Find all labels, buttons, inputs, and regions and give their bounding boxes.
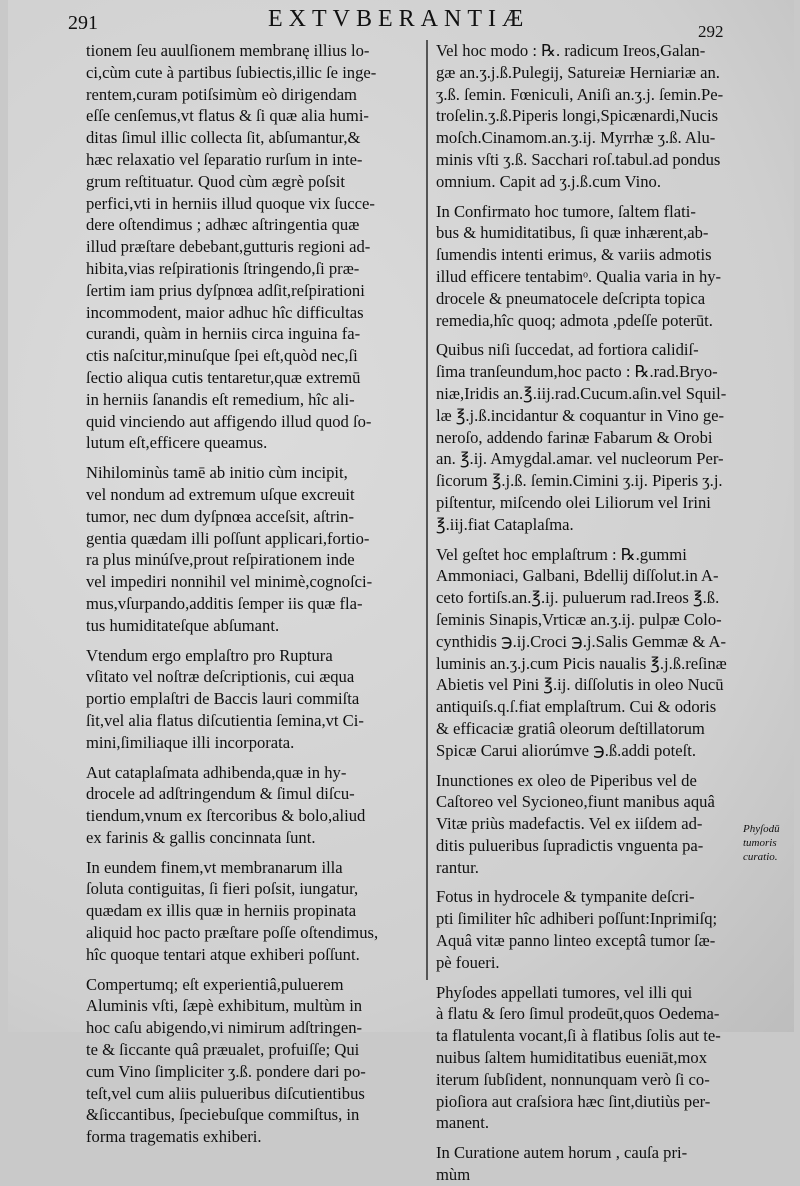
text-line: ſectio aliqua cutis tentaretur,quæ extremū bbox=[86, 367, 361, 387]
text-line: Ammoniaci, Galbani, Bdellij diſſolut.in A- bbox=[436, 566, 719, 586]
text-line: cynthidis ℈.ij.Croci ℈.j.Salis Gemmæ & A- bbox=[436, 631, 727, 651]
text-line: vſitato vel noſtræ deſcriptionis, cui æqua bbox=[86, 667, 355, 687]
text-line: Nihilominùs tamē ab initio cùm incipit, bbox=[86, 463, 348, 483]
text-line: ʒ.ß. ſemin. Fœniculi, Aniſi an.ʒ.j. ſemin.Pe- bbox=[436, 84, 724, 104]
text-line: à flatu & ſero ſimul prodeūt,quos Oedema- bbox=[436, 1004, 720, 1024]
paragraph bbox=[436, 886, 756, 973]
text-line: omnium. Capit ad ʒ.j.ß.cum Vino. bbox=[436, 171, 661, 191]
text-line: tus humiditateſque abſumant. bbox=[86, 615, 280, 635]
text-line: dere oſtendimus ; adhæc aſtringentia quæ bbox=[86, 215, 360, 235]
text-line: Vel hoc modo : ℞. radicum Ireos,Galan- bbox=[436, 41, 706, 60]
margin-note bbox=[743, 822, 798, 864]
text-line: Fotus in hydrocele & tympanite deſcri- bbox=[436, 887, 695, 907]
text-line: portio emplaſtri de Baccis lauri commiſta bbox=[86, 689, 360, 709]
text-line: quædam ex illis quæ in herniis propinata bbox=[86, 901, 357, 921]
text-line: Aluminis vſti, ſæpè exhibitum, multùm in bbox=[86, 996, 363, 1016]
text-line: ci,cùm cute à partibus ſubiectis,illic ſe inge- bbox=[86, 62, 377, 82]
text-line: remedia,hîc quoq; admota ,pdeſſe poterūt. bbox=[436, 310, 713, 330]
text-line: tionem ſeu auulſionem membranę illius lo- bbox=[86, 41, 370, 60]
text-line: niæ,Iridis an.℥.iij.rad.Cucum.aſin.vel Squil- bbox=[436, 383, 727, 403]
text-line: antiquiſs.q.ſ.fiat emplaſtrum. Cui & odoris bbox=[436, 697, 717, 717]
text-line: ſumendis intenti erimus, & variis admotis bbox=[436, 245, 712, 265]
text-line: iterum ſubſident, nonnunquam verò ſi co- bbox=[436, 1069, 710, 1089]
text-line: Compertumq; eſt experientiâ,puluerem bbox=[86, 974, 344, 994]
text-line: cum Vino ſimpliciter ʒ.ß. pondere dari po- bbox=[86, 1061, 366, 1081]
text-line: moſch.Cinamom.an.ʒ.ij. Myrrhæ ʒ.ß. Alu- bbox=[436, 128, 716, 148]
text-line: Vel geſtet hoc emplaſtrum : ℞.gummi bbox=[436, 544, 687, 564]
text-line: in herniis ſanandis eſt remedium, hîc ali- bbox=[86, 389, 355, 409]
paragraph bbox=[436, 770, 756, 879]
text-line: drocele & pneumatocele deſcripta topica bbox=[436, 288, 706, 308]
text-line: rentem,curam potiſsimùm eò dirigendam bbox=[86, 84, 357, 104]
text-line: ra plus minúſve,prout reſpirationem inde bbox=[86, 550, 355, 570]
text-line: illud efficere tentabimᵒ. Qualia varia in hy- bbox=[436, 266, 722, 286]
text-line: Vitæ priùs madefactis. Vel ex iiſdem ad- bbox=[436, 814, 703, 834]
text-line: ditas ſimul illic collecta ſit, abſumantur,& bbox=[86, 128, 361, 148]
text-line: ℥.iij.fiat Cataplaſma. bbox=[436, 514, 574, 534]
text-line: mus,vſurpando,additis ſemper iis quæ fla- bbox=[86, 593, 363, 613]
text-line: lutum eſt,efficere queamus. bbox=[86, 433, 268, 453]
text-line: ſertim iam prius dyſpnœa adſit,reſpirationi bbox=[86, 280, 365, 300]
text-line: manent. bbox=[436, 1113, 489, 1133]
text-line: grum reſtituatur. Quod cùm ægrè poſsit bbox=[86, 171, 346, 191]
text-line: Spicæ Carui aliorúmve ℈.ß.addi poteſt. bbox=[436, 740, 696, 760]
text-line: ceto fortiſs.an.℥.ij. puluerum rad.Ireos ℥.ß. bbox=[436, 588, 720, 608]
text-line: mini,ſimiliaque illi incorporata. bbox=[86, 732, 295, 752]
text-line: drocele ad adſtringendum & ſimul diſcu- bbox=[86, 784, 355, 804]
text-line: &ſiccantibus, ſpeciebuſque commiſtus, in bbox=[86, 1105, 360, 1125]
text-line: Quibus niſi ſuccedat, ad fortiora calidiſ- bbox=[436, 340, 699, 360]
paragraph bbox=[436, 40, 756, 193]
text-line: tiendum,vnum ex ſtercoribus & bolo,aliud bbox=[86, 806, 366, 826]
paragraph bbox=[436, 201, 756, 332]
text-line: In eundem finem,vt membranarum illa bbox=[86, 857, 343, 877]
text-line: gæ an.ʒ.j.ß.Pulegij, Satureiæ Herniariæ an. bbox=[436, 62, 720, 82]
column-divider bbox=[426, 40, 428, 980]
text-line: nuibus ſaltem humiditatibus eueniāt,mox bbox=[436, 1048, 707, 1068]
text-line: Caſtoreo vel Sycioneo,fiunt manibus aquâ bbox=[436, 792, 715, 812]
text-line: Abietis vel Pini ℥.ij. diſſolutis in oleo Nucū bbox=[436, 675, 724, 695]
paragraph bbox=[436, 544, 756, 762]
paragraph bbox=[86, 462, 418, 636]
text-line: vel nondum ad extremum uſque excreuit bbox=[86, 484, 355, 504]
text-line: mùm bbox=[436, 1165, 471, 1185]
text-line: teſt,vel cum aliis pulueribus diſcutientibus bbox=[86, 1083, 365, 1103]
text-line: piſtentur, miſcendo olei Liliorum vel Irini bbox=[436, 492, 711, 512]
right-text-column bbox=[436, 40, 756, 1186]
margin-note-line: curatio. bbox=[743, 851, 778, 863]
text-line: perfici,vti in herniis illud quoque vix ſucce- bbox=[86, 193, 375, 213]
paragraph bbox=[86, 40, 418, 454]
text-line: vel impediri nonnihil vel minimè,cognoſci- bbox=[86, 572, 373, 592]
text-line: ſeminis Sinapis,Vrticæ an.ʒ.ij. pulpæ Colo- bbox=[436, 609, 722, 629]
margin-note-line: Phyſodū bbox=[743, 823, 780, 835]
text-line: pioſiora aut craſsiora hæc ſint,diutiùs per- bbox=[436, 1091, 711, 1111]
book-page bbox=[8, 0, 794, 1185]
paragraph bbox=[86, 857, 418, 966]
text-line: incommodent, maior adhuc hîc difficultas bbox=[86, 302, 364, 322]
paragraph bbox=[86, 762, 418, 849]
text-line: pti ſimiliter hîc adhiberi poſſunt:Inprimiſq; bbox=[436, 909, 718, 929]
paragraph bbox=[86, 974, 418, 1148]
text-line: ex farinis & gallis concinnata ſunt. bbox=[86, 827, 316, 847]
text-line: læ ℥.j.ß.incidantur & coquantur in Vino ge- bbox=[436, 405, 725, 425]
text-line: Inunctiones ex oleo de Piperibus vel de bbox=[436, 770, 697, 790]
text-line: tumor, nec dum dyſpnœa acceſsit, aſtrin- bbox=[86, 506, 354, 526]
text-line: aliquid hoc pacto præſtare poſſe oſtendimus, bbox=[86, 923, 379, 943]
text-line: In Confirmato hoc tumore, ſaltem flati- bbox=[436, 201, 696, 221]
text-line: Aut cataplaſmata adhibenda,quæ in hy- bbox=[86, 762, 347, 782]
paragraph bbox=[436, 982, 756, 1135]
running-title: EXTVBERANTIÆ bbox=[268, 6, 530, 32]
text-line: minis vſti ʒ.ß. Sacchari roſ.tabul.ad pondus bbox=[436, 149, 721, 169]
margin-note-line: tumoris bbox=[743, 837, 777, 849]
text-line: te & ſiccante quâ præualet, profuiſſe; Qui bbox=[86, 1040, 360, 1060]
text-line: Vtendum ergo emplaſtro pro Ruptura bbox=[86, 645, 333, 665]
text-line: bus & humiditatibus, ſi quæ inhærent,ab- bbox=[436, 223, 709, 243]
text-line: Phyſodes appellati tumores, vel illi qui bbox=[436, 982, 693, 1002]
text-line: quid vinciendo aut affigendo illud quod ſo- bbox=[86, 411, 372, 431]
text-line: ſoluta contiguitas, ſi fieri poſsit, iungatur, bbox=[86, 879, 359, 899]
left-text-column bbox=[86, 40, 418, 1148]
text-line: troſelin.ʒ.ß.Piperis longi,Spicænardi,Nucis bbox=[436, 106, 719, 126]
paragraph bbox=[436, 1142, 756, 1186]
text-line: rantur. bbox=[436, 857, 479, 877]
text-line: an. ℥.ij. Amygdal.amar. vel nucleorum Per- bbox=[436, 449, 724, 469]
text-line: hîc quoque tentari atque exhiberi poſſunt. bbox=[86, 944, 360, 964]
text-line: & efficaciæ gratiâ oleorum deſtillatorum bbox=[436, 718, 705, 738]
paragraph bbox=[436, 339, 756, 535]
text-line: hoc caſu abigendo,vi nimirum adſtringen- bbox=[86, 1018, 363, 1038]
text-line: ſit,vel alia flatus diſcutientia ſemina,vt Ci- bbox=[86, 710, 364, 730]
paragraph bbox=[86, 645, 418, 754]
text-line: luminis an.ʒ.j.cum Picis naualis ℥.j.ß.reſinæ bbox=[436, 653, 727, 673]
text-line: ta flatulenta vocant,ſi à flatibus ſolis aut te- bbox=[436, 1026, 721, 1046]
text-line: pè foueri. bbox=[436, 952, 500, 972]
text-line: ctis naſcitur,minuſque ſpei eſt,quòd nec,ſi bbox=[86, 346, 358, 366]
text-line: In Curatione autem horum , cauſa pri- bbox=[436, 1143, 688, 1163]
text-line: Aquâ vitæ panno linteo exceptâ tumor ſæ- bbox=[436, 931, 716, 951]
text-line: forma tragematis exhiberi. bbox=[86, 1127, 262, 1147]
text-line: hæc relaxatio vel ſeparatio rurſum in inte- bbox=[86, 149, 363, 169]
text-line: ditis pulueribus ſupradictis vnguenta pa- bbox=[436, 835, 704, 855]
text-line: gentia quædam illi poſſunt applicari,fortio- bbox=[86, 528, 370, 548]
text-line: ſima tranſeundum,hoc pacto : ℞.rad.Bryo- bbox=[436, 362, 718, 382]
text-line: neroſo, addendo farinæ Fabarum & Orobi bbox=[436, 427, 713, 447]
text-line: illud præſtare debebant,gutturis regioni ad- bbox=[86, 237, 371, 257]
text-line: hibita,vias reſpirationis ſtringendo,ſi præ- bbox=[86, 258, 360, 278]
text-line: curandi, quàm in herniis circa inguina fa- bbox=[86, 324, 361, 344]
page-number-left: 291 bbox=[68, 12, 98, 34]
text-line: ſicorum ℥.j.ß. ſemin.Cimini ʒ.ij. Piperis ʒ.j. bbox=[436, 471, 723, 491]
page-number-right: 292 bbox=[698, 22, 724, 41]
text-line: eſſe cenſemus,vt flatus & ſi quæ alia humi- bbox=[86, 106, 369, 126]
